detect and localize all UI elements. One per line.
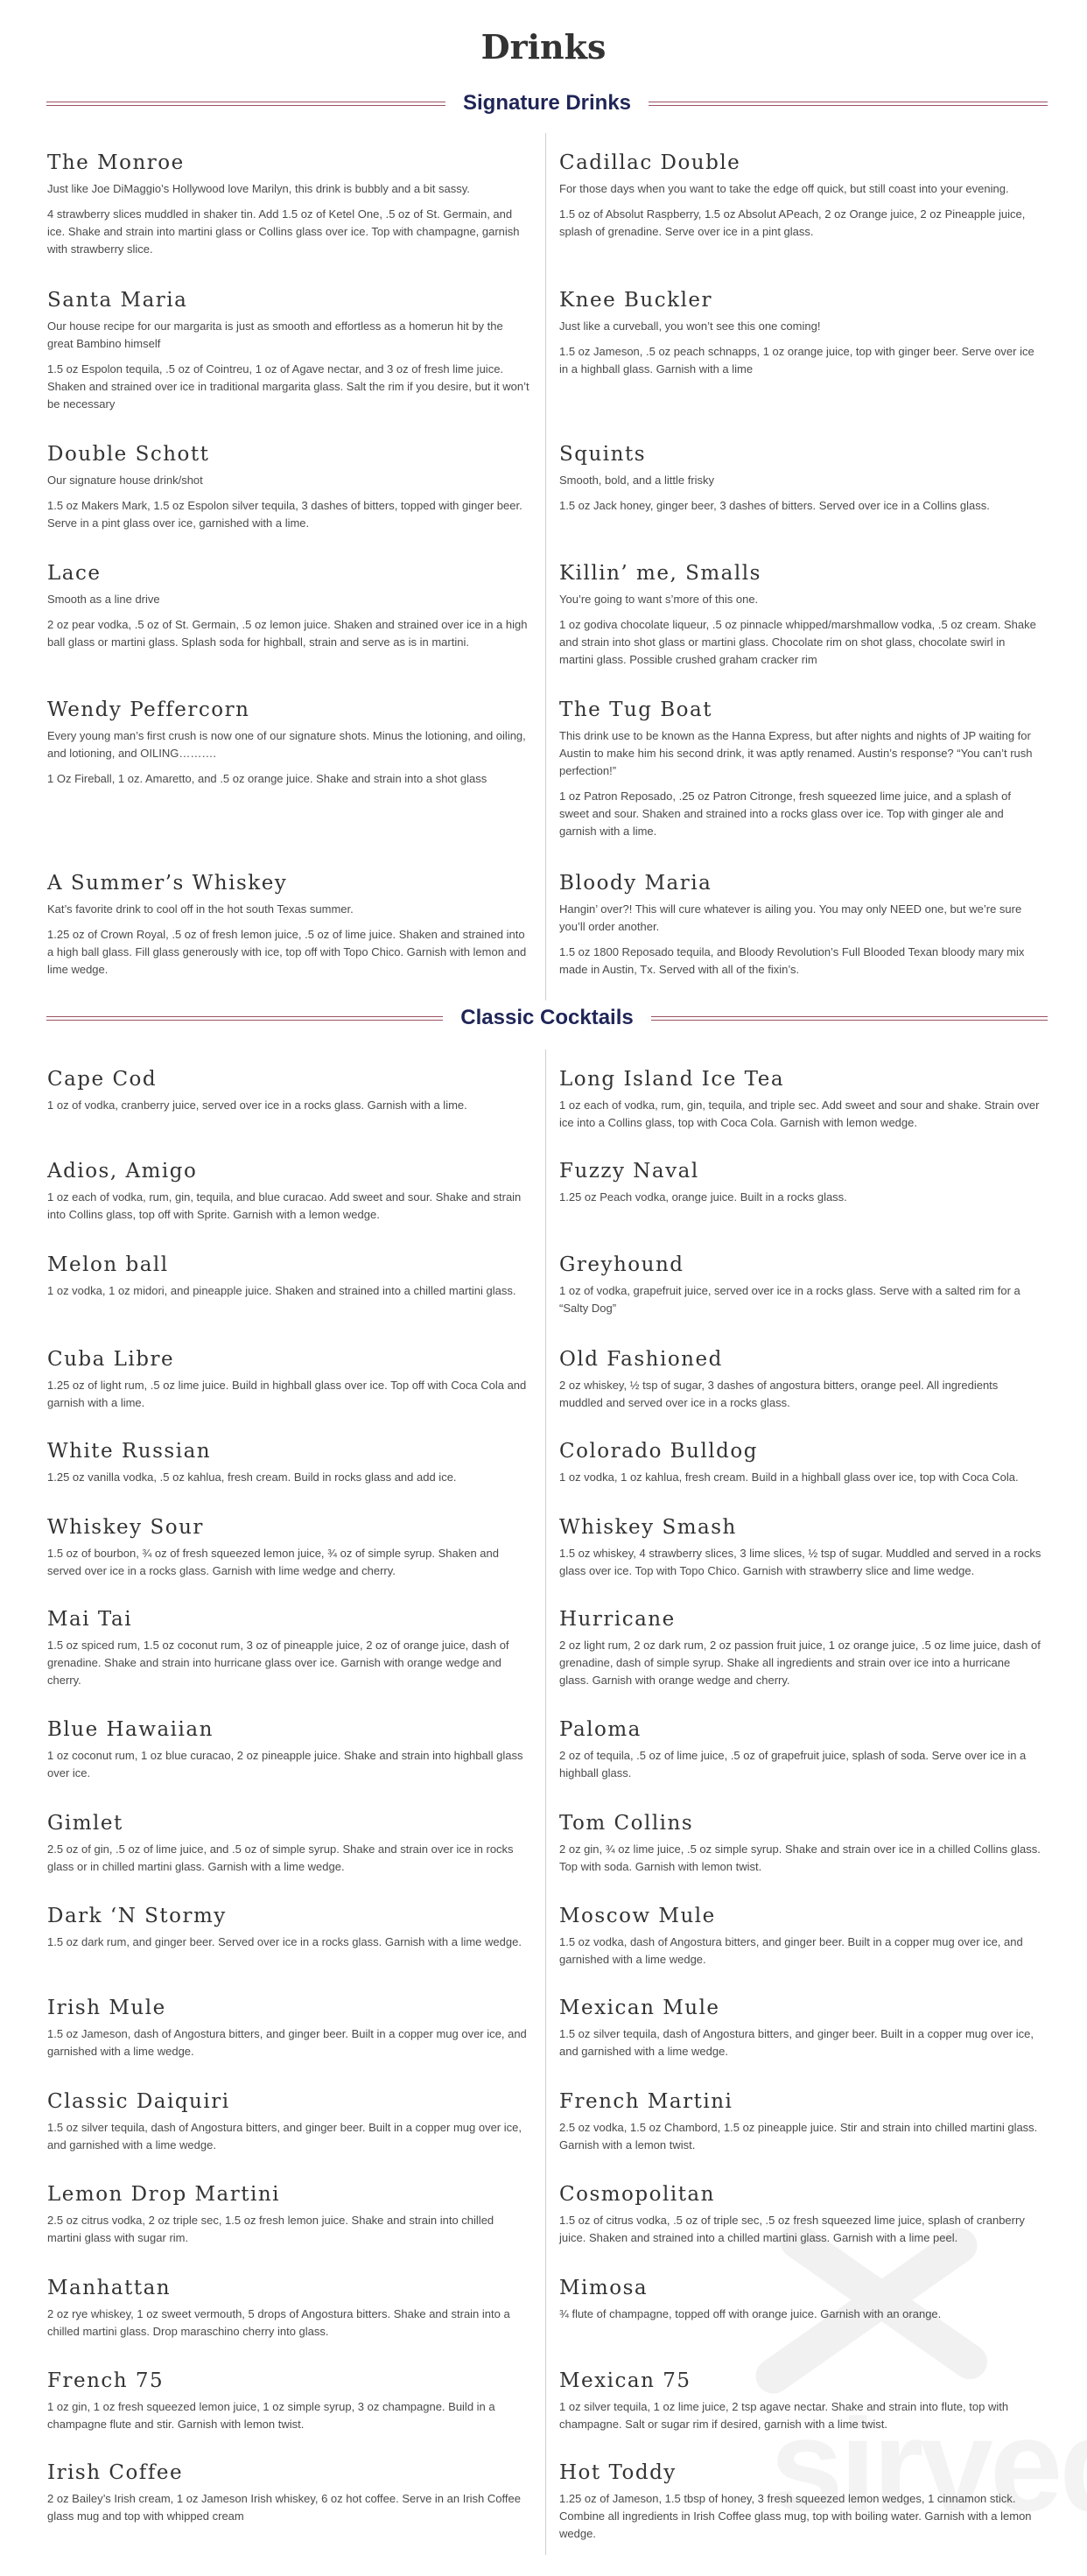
menu-item: [546, 440, 1087, 559]
item-name: Cosmopolitan: [559, 2183, 715, 2206]
menu-item: [0, 696, 546, 869]
menu-item: [0, 2088, 546, 2180]
menu-item: [0, 2180, 546, 2274]
item-recipe: 1.25 oz of Crown Royal, .5 oz of fresh lemon juice, .5 oz of lime juice. Shaken and strained into a high ball glass. Fill glass generously with ice, top off with Topo Chico. Garnish with lemon and lime wedge.: [47, 928, 527, 976]
menu-item: [546, 1716, 1087, 1809]
menu-item: [546, 2367, 1087, 2459]
menu-item: [0, 1345, 546, 1437]
item-name: French Martini: [559, 2090, 733, 2113]
menu-row: [0, 1065, 1087, 1157]
item-name: French 75: [47, 2369, 165, 2392]
double-rule-left: [46, 102, 445, 106]
item-name: Manhattan: [47, 2277, 172, 2299]
menu-row: [0, 2180, 1087, 2274]
item-recipe: 1.5 oz of bourbon, ¾ oz of fresh squeezed lemon juice, ¾ oz of simple syrup. Shaken and served over ice in a rocks glass. Garnish with lime wedge and cherry.: [47, 1547, 499, 1577]
item-name: Bloody Maria: [559, 872, 712, 895]
menu-row: [0, 2274, 1087, 2367]
item-name: Hurricane: [559, 1608, 676, 1631]
menu-item: [0, 1716, 546, 1809]
item-name: Tom Collins: [559, 1812, 694, 1835]
double-rule-right: [649, 102, 1048, 106]
item-name: Mai Tai: [47, 1608, 133, 1631]
menu-item: [0, 869, 546, 1000]
item-recipe: 1.5 oz Jack honey, ginger beer, 3 dashes of bitters. Served over ice in a Collins glass.: [559, 499, 990, 512]
menu-row: [0, 149, 1087, 286]
item-name: Blue Hawaiian: [47, 1718, 214, 1741]
double-rule-left: [46, 1016, 443, 1021]
page-title: Drinks: [480, 27, 607, 67]
menu-item: [546, 1251, 1087, 1345]
menu-item: [0, 2274, 546, 2367]
item-recipe: 1 oz godiva chocolate liqueur, .5 oz pinnacle whipped/marshmallow vodka, .5 oz cream. Shake and strain into shot glass or martini glass. Chocolate rim on shot glass, chocolate swirl in martini glass. Possible crushed graham cracker rim: [559, 618, 1036, 666]
item-name: Double Schott: [47, 443, 210, 466]
menu-row: [0, 559, 1087, 696]
menu-row: [0, 1809, 1087, 1902]
menu-item: [546, 1437, 1087, 1513]
item-name: Cape Cod: [47, 1068, 158, 1091]
menu-item: [546, 286, 1087, 440]
menu-row: [0, 1994, 1087, 2088]
menu-row: [0, 696, 1087, 869]
menu-item: [546, 1605, 1087, 1716]
item-name: Knee Buckler: [559, 289, 713, 312]
item-recipe: 1 oz of vodka, grapefruit juice, served over ice in a rocks glass. Serve with a salted rim for a “Salty Dog”: [559, 1284, 1020, 1315]
item-tagline: For those days when you want to take the edge off quick, but still coast into your evening.: [559, 182, 1009, 195]
item-name: Melon ball: [47, 1253, 169, 1276]
item-name: The Tug Boat: [559, 698, 712, 721]
item-recipe: 1.5 oz whiskey, 4 strawberry slices, 3 lime slices, ½ tsp of sugar. Muddled and served in a rocks glass over ice. Top with Topo Chico. Garnish with strawberry slice and lime wedge.: [559, 1547, 1041, 1577]
item-recipe: ¾ flute of champagne, topped off with orange juice. Garnish with an orange.: [559, 2307, 942, 2320]
item-recipe: 1 oz coconut rum, 1 oz blue curacao, 2 oz pineapple juice. Shake and strain into highball glass over ice.: [47, 1749, 523, 1779]
menu-item: [0, 149, 546, 286]
item-recipe: 1.25 oz vanilla vodka, .5 oz kahlua, fresh cream. Build in rocks glass and add ice.: [47, 1470, 457, 1484]
menu-item: [546, 1157, 1087, 1251]
item-recipe: 2.5 oz of gin, .5 oz of lime juice, and .5 oz of simple syrup. Shake and strain over ice in rocks glass or in chilled martini glass. Garnish with a lime wedge.: [47, 1843, 514, 1873]
item-recipe: 1 oz vodka, 1 oz kahlua, fresh cream. Build in a highball glass over ice, top with Coca Cola.: [559, 1470, 1019, 1484]
menu-item: [546, 1902, 1087, 1994]
item-name: Gimlet: [47, 1812, 123, 1835]
item-recipe: 2 oz light rum, 2 oz dark rum, 2 oz passion fruit juice, 1 oz orange juice, .5 oz lime juice, dash of grenadine, dash of simple syrup. Shake all ingredients and strain over ice into a hurricane glass. Garnish with orange wedge and cherry.: [559, 1639, 1041, 1687]
menu-row: [0, 1251, 1087, 1345]
item-recipe: 2 oz gin, ¾ oz lime juice, .5 oz simple syrup. Shake and strain over ice in a chilled Collins glass. Top with soda. Garnish with lemon twist.: [559, 1843, 1041, 1873]
item-name: Whiskey Smash: [559, 1516, 737, 1539]
menu-row: [0, 286, 1087, 440]
item-recipe: 1 Oz Fireball, 1 oz. Amaretto, and .5 oz orange juice. Shake and strain into a shot glass: [47, 772, 487, 785]
item-recipe: 1.5 oz 1800 Reposado tequila, and Bloody Revolution’s Full Blooded Texan bloody mary mix made in Austin, Tx. Served with all of the fixin’s.: [559, 945, 1025, 976]
item-recipe: 1.5 oz silver tequila, dash of Angostura bitters, and ginger beer. Built in a copper mug over ice, and garnished with a lime wedge.: [47, 2121, 522, 2151]
item-recipe: 2.5 oz vodka, 1.5 oz Chambord, 1.5 oz pineapple juice. Stir and strain into chilled martini glass. Garnish with a lemon twist.: [559, 2121, 1038, 2151]
item-recipe: 4 strawberry slices muddled in shaker tin. Add 1.5 oz of Ketel One, .5 oz of St. Germain, and ice. Shake and strain into martini glass or Collins glass over ice. Top with champagne, garnish with strawberry slice.: [47, 207, 520, 256]
item-name: Santa Maria: [47, 289, 188, 312]
menu-row: [0, 869, 1087, 1000]
item-name: Dark ‘N Stormy: [47, 1905, 227, 1927]
item-recipe: 1.25 oz of light rum, .5 oz lime juice. Build in highball glass over ice. Top off with Coca Cola and garnish with a lime.: [47, 1379, 527, 1409]
item-recipe: 1.5 oz silver tequila, dash of Angostura bitters, and ginger beer. Built in a copper mug over ice, and garnished with a lime wedge.: [559, 2027, 1034, 2058]
item-tagline: Kat’s favorite drink to cool off in the hot south Texas summer.: [47, 902, 354, 916]
menu-row: [0, 1605, 1087, 1716]
item-recipe: 1.5 oz dark rum, and ginger beer. Served over ice in a rocks glass. Garnish with a lime wedge.: [47, 1935, 522, 1948]
menu-item: [546, 1513, 1087, 1605]
item-tagline: Just like Joe DiMaggio’s Hollywood love Marilyn, this drink is bubbly and a bit sassy.: [47, 182, 470, 195]
menu-item: [0, 2459, 546, 2562]
menu-item: [546, 1994, 1087, 2088]
classic-cocktails-list: [0, 1065, 1087, 2562]
menu-item: [546, 2180, 1087, 2274]
item-name: Cadillac Double: [559, 151, 741, 174]
section-header-classic: [46, 1000, 1048, 1035]
item-name: Fuzzy Naval: [559, 1160, 699, 1183]
menu-item: [0, 1251, 546, 1345]
item-recipe: 1.5 oz spiced rum, 1.5 oz coconut rum, 3 oz of pineapple juice, 2 oz of orange juice, dash of grenadine. Shake and strain into hurricane glass over ice. Garnish with orange wedge and cherry.: [47, 1639, 509, 1687]
item-recipe: 2 oz pear vodka, .5 oz of St. Germain, .5 oz lemon juice. Shaken and strained over ice in a high ball glass or martini glass. Splash soda for highball, strain and serve as is in martini.: [47, 618, 528, 649]
item-name: A Summer’s Whiskey: [47, 872, 288, 895]
item-name: Mexican Mule: [559, 1997, 720, 2019]
menu-item: [546, 2274, 1087, 2367]
item-name: The Monroe: [47, 151, 185, 174]
item-tagline: Our house recipe for our margarita is just as smooth and effortless as a homerun hit by the great Bambino himself: [47, 319, 503, 350]
menu-row: [0, 1157, 1087, 1251]
menu-row: [0, 1716, 1087, 1809]
item-name: Wendy Peffercorn: [47, 698, 250, 721]
menu-row: [0, 2459, 1087, 2562]
item-name: Irish Mule: [47, 1997, 166, 2019]
item-name: Moscow Mule: [559, 1905, 716, 1927]
menu-item: [546, 1345, 1087, 1437]
item-recipe: 1 oz each of vodka, rum, gin, tequila, and triple sec. Add sweet and sour and shake. Strain over ice into a Collins glass, top with Coca Cola. Garnish with lemon wedge.: [559, 1098, 1040, 1129]
menu-row: [0, 1513, 1087, 1605]
item-name: Mimosa: [559, 2277, 649, 2299]
item-name: Mexican 75: [559, 2369, 691, 2392]
item-tagline: You’re going to want s’more of this one.: [559, 593, 759, 606]
item-name: Lemon Drop Martini: [47, 2183, 281, 2206]
item-recipe: 1 oz Patron Reposado, .25 oz Patron Citronge, fresh squeezed lime juice, and a splash of sweet and sour. Shaken and strained into a rocks glass over ice. Top with ginger ale and garnish with a lime.: [559, 790, 1011, 838]
item-recipe: 1 oz of vodka, cranberry juice, served over ice in a rocks glass. Garnish with a lime.: [47, 1098, 467, 1112]
item-recipe: 2.5 oz citrus vodka, 2 oz triple sec, 1.5 oz fresh lemon juice. Shake and strain into chilled martini glass with sugar rim.: [47, 2214, 494, 2244]
menu-item: [0, 1437, 546, 1513]
item-name: Adios, Amigo: [47, 1160, 198, 1183]
item-recipe: 1.25 oz Peach vodka, orange juice. Built in a rocks glass.: [559, 1190, 847, 1204]
item-recipe: 1 oz vodka, 1 oz midori, and pineapple juice. Shaken and strained into a chilled martini glass.: [47, 1284, 516, 1297]
menu-item: [546, 1065, 1087, 1157]
item-name: Paloma: [559, 1718, 642, 1741]
menu-item: [0, 1605, 546, 1716]
section-title: Signature Drinks: [462, 91, 632, 115]
signature-drinks-list: [0, 149, 1087, 1000]
item-recipe: 2 oz of tequila, .5 oz of lime juice, .5 oz of grapefruit juice, splash of soda. Serve over ice in a highball glass.: [559, 1749, 1027, 1779]
item-name: Cuba Libre: [47, 1348, 175, 1371]
item-recipe: 2 oz rye whiskey, 1 oz sweet vermouth, 5 drops of Angostura bitters. Shake and strain into a chilled martini glass. Drop maraschino cherry into glass.: [47, 2307, 510, 2338]
section-title: Classic Cocktails: [460, 1006, 634, 1029]
item-name: Hot Toddy: [559, 2461, 677, 2484]
menu-row: [0, 2367, 1087, 2459]
menu-item: [0, 1157, 546, 1251]
menu-item: [0, 440, 546, 559]
item-name: Classic Daiquiri: [47, 2090, 230, 2113]
item-name: Greyhound: [559, 1253, 684, 1276]
item-recipe: 1 oz gin, 1 oz fresh squeezed lemon juice, 1 oz simple syrup, 3 oz champagne. Build in a champagne flute and stir. Garnish with lemon twist.: [47, 2400, 495, 2431]
item-tagline: Just like a curveball, you won’t see this one coming!: [559, 319, 821, 333]
item-recipe: 1.25 oz of Jameson, 1.5 tbsp of honey, 3 fresh squeezed lemon wedges, 1 cinnamon stick. Combine all ingredients in Irish Coffee glass mug, top with boiling water. Garnish with a lemon wedge.: [559, 2492, 1032, 2540]
item-recipe: 1 oz each of vodka, rum, gin, tequila, and blue curacao. Add sweet and sour. Shake and strain into Collins glass, top off with Sprite. Garnish with a lemon wedge.: [47, 1190, 522, 1221]
item-tagline: Every young man’s first crush is now one of our signature shots. Minus the lotioning, and oiling, and lotioning, and OILING……….: [47, 729, 526, 760]
item-recipe: 2 oz Bailey’s Irish cream, 1 oz Jameson Irish whiskey, 6 oz hot coffee. Serve in an Irish Coffee glass mug and top with whipped cream: [47, 2492, 521, 2523]
menu-item: [546, 696, 1087, 869]
menu-item: [546, 869, 1087, 1000]
item-name: White Russian: [47, 1440, 212, 1463]
item-name: Squints: [559, 443, 647, 466]
item-name: Irish Coffee: [47, 2461, 184, 2484]
item-recipe: 1.5 oz Jameson, dash of Angostura bitters, and ginger beer. Built in a copper mug over ice, and garnished with a lime wedge.: [47, 2027, 527, 2058]
item-name: Lace: [47, 562, 102, 585]
menu-item: [546, 559, 1087, 696]
item-recipe: 1.5 oz Jameson, .5 oz peach schnapps, 1 oz orange juice, top with ginger beer. Serve over ice in a highball glass. Garnish with a lime: [559, 345, 1034, 376]
item-recipe: 1.5 oz Espolon tequila, .5 oz of Cointreu, 1 oz of Agave nectar, and 3 oz of fresh lime juice. Shaken and strained over ice in traditional margarita glass. Salt the rim if you desire, but it won’t be necessary: [47, 362, 529, 411]
section-header-signature: [46, 86, 1048, 121]
item-tagline: Smooth, bold, and a little frisky: [559, 474, 715, 487]
item-name: Colorado Bulldog: [559, 1440, 758, 1463]
menu-row: [0, 440, 1087, 559]
menu-row: [0, 1437, 1087, 1513]
menu-item: [0, 286, 546, 440]
menu-item: [546, 1809, 1087, 1902]
item-recipe: 1 oz silver tequila, 1 oz lime juice, 2 tsp agave nectar. Shake and strain into flute, top with champagne. Salt or sugar rim if desired, garnish with a lime twist.: [559, 2400, 1009, 2431]
item-name: Killin’ me, Smalls: [559, 562, 761, 585]
item-recipe: 1.5 oz of citrus vodka, .5 oz of triple sec, .5 oz fresh squeezed lime juice, splash of cranberry juice. Shaken and strained into a chilled martini glass. Garnish with a lime peel.: [559, 2214, 1025, 2244]
item-recipe: 2 oz whiskey, ½ tsp of sugar, 3 dashes of angostura bitters, orange peel. All ingredients muddled and served over ice in a rocks glass.: [559, 1379, 999, 1409]
menu-item: [546, 149, 1087, 286]
menu-row: [0, 1345, 1087, 1437]
item-name: Old Fashioned: [559, 1348, 723, 1371]
menu-item: [546, 2088, 1087, 2180]
item-tagline: This drink use to be known as the Hanna Express, but after nights and nights of JP waiting for Austin to make him his second drink, it was aptly renamed. Austin’s response? “You can’t rush perfection!”: [559, 729, 1033, 777]
menu-item: [0, 2367, 546, 2459]
item-tagline: Smooth as a line drive: [47, 593, 160, 606]
item-name: Long Island Ice Tea: [559, 1068, 785, 1091]
menu-item: [0, 1809, 546, 1902]
item-name: Whiskey Sour: [47, 1516, 204, 1539]
item-tagline: Our signature house drink/shot: [47, 474, 203, 487]
menu-row: [0, 1902, 1087, 1994]
menu-item: [0, 1513, 546, 1605]
menu-item: [0, 559, 546, 696]
double-rule-right: [651, 1016, 1048, 1021]
menu-item: [546, 2459, 1087, 2562]
item-recipe: 1.5 oz of Absolut Raspberry, 1.5 oz Absolut APeach, 2 oz Orange juice, 2 oz Pineapple juice, splash of grenadine. Serve over ice in a pint glass.: [559, 207, 1026, 238]
menu-item: [0, 1994, 546, 2088]
menu-item: [0, 1902, 546, 1994]
item-recipe: 1.5 oz vodka, dash of Angostura bitters, and ginger beer. Built in a copper mug over ice, and garnished with a lime wedge.: [559, 1935, 1023, 1966]
menu-row: [0, 2088, 1087, 2180]
item-recipe: 1.5 oz Makers Mark, 1.5 oz Espolon silver tequila, 3 dashes of bitters, topped with ginger beer. Serve in a pint glass over ice, garnished with a lime.: [47, 499, 522, 530]
menu-item: [0, 1065, 546, 1157]
item-tagline: Hangin’ over?! This will cure whatever is ailing you. You may only NEED one, but we’re sure you’ll order another.: [559, 902, 1022, 933]
